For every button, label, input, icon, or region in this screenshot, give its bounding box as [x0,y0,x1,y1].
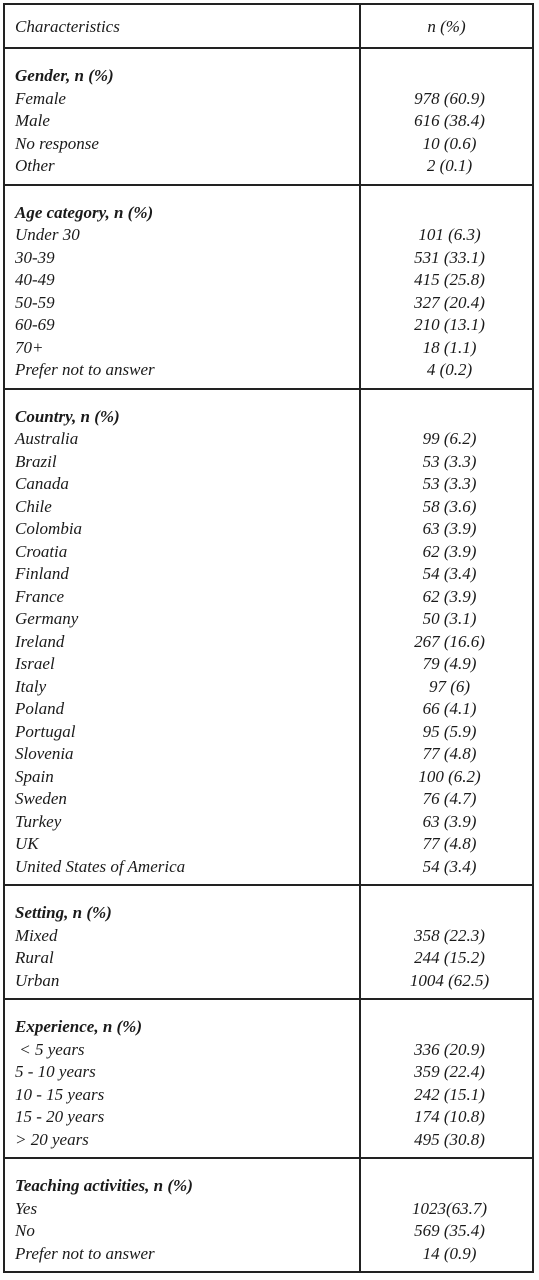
row-value: 336 (20.9) [414,1039,485,1059]
row-value: 18 (1.1) [422,337,477,357]
section-age-category [5,186,532,390]
section-values [361,886,532,998]
section-title-spacer [373,202,526,225]
row-value: 14 (0.9) [422,1243,477,1263]
section-values [361,186,532,388]
row-label: Prefer not to answer [15,360,155,379]
row-value: 99 (6.2) [422,429,477,448]
header-n-percent: n (%) [427,17,466,36]
row-label: < 5 years [15,1039,85,1059]
section-labels [5,1159,361,1271]
row-value: 415 (25.8) [414,270,485,289]
row-label: Other [15,156,55,175]
row-value: 62 (3.9) [422,541,477,561]
row-label: No [15,1221,35,1240]
row-value: 63 (3.9) [422,519,477,538]
row-label: Yes [15,1198,38,1218]
row-label: Australia [15,429,79,448]
row-label: Canada [15,474,69,493]
row-value: 495 (30.8) [414,1129,485,1149]
row-value: 77 (4.8) [422,744,477,763]
row-label: No response [15,133,99,153]
row-label: > 20 years [15,1129,89,1149]
row-label: Brazil [15,451,57,471]
row-label: 5 - 10 years [15,1062,96,1081]
section-title-spacer [373,1175,526,1198]
row-label: Sweden [15,789,67,808]
section-title: Setting, n (%) [15,903,112,922]
section-values [361,49,532,184]
section-title: Teaching activities, n (%) [15,1176,193,1195]
row-value: 4 (0.2) [426,360,473,379]
row-value: 1023(63.7) [411,1198,488,1218]
row-label: Male [15,111,50,130]
row-value: 100 (6.2) [418,766,481,786]
section-title-spacer [373,65,526,88]
row-value: 359 (22.4) [414,1062,485,1081]
row-value: 50 (3.1) [422,609,477,628]
row-value: 358 (22.3) [414,925,485,945]
row-value: 1004 (62.5) [409,970,490,990]
row-label: Spain [15,766,54,786]
row-label: Turkey [15,811,62,831]
section-setting [5,886,532,1000]
row-value: 531 (33.1) [414,247,485,267]
row-label: Urban [15,970,60,990]
section-title: Age category, n (%) [15,202,154,222]
row-value: 77 (4.8) [422,834,477,853]
section-title-spacer [373,902,526,925]
row-value: 210 (13.1) [414,315,485,334]
row-label: Croatia [15,541,68,561]
row-label: France [15,586,65,606]
row-label: Prefer not to answer [15,1243,155,1263]
row-label: Portugal [15,721,76,741]
section-values [361,1159,532,1271]
row-label: Chile [15,496,52,516]
row-value: 53 (3.3) [422,451,477,471]
section-teaching-activities [5,1159,532,1271]
row-value: 53 (3.3) [422,474,477,493]
row-label: 30-39 [15,247,55,267]
row-label: Poland [15,699,65,718]
row-label: 15 - 20 years [15,1107,105,1126]
row-label: Israel [15,654,55,673]
row-label: Ireland [15,631,65,651]
section-title: Country, n (%) [15,406,120,426]
section-labels [5,186,361,388]
row-value: 97 (6) [428,676,471,696]
row-value: 95 (5.9) [422,721,477,741]
row-label: United States of America [15,856,186,876]
section-country [5,390,532,887]
section-title: Gender, n (%) [15,66,114,85]
row-value: 2 (0.1) [426,156,473,175]
row-value: 54 (3.4) [422,564,477,583]
section-title-spacer [373,1016,526,1039]
row-label: 10 - 15 years [15,1084,105,1104]
row-label: 50-59 [15,292,55,312]
table-header-row [5,5,532,49]
row-value: 62 (3.9) [422,586,477,606]
row-value: 58 (3.6) [422,496,477,516]
row-value: 66 (4.1) [422,699,477,718]
row-value: 569 (35.4) [414,1221,485,1240]
row-label: Mixed [15,925,58,945]
section-experience [5,1000,532,1159]
row-value: 327 (20.4) [414,292,485,312]
row-value: 63 (3.9) [422,811,477,831]
row-label: Finland [15,564,69,583]
table-body [5,49,532,1271]
section-values [361,390,532,885]
row-value: 101 (6.3) [418,225,481,244]
row-label: Slovenia [15,744,74,763]
row-value: 242 (15.1) [414,1084,485,1104]
row-value: 978 (60.9) [414,88,485,108]
row-label: 60-69 [15,315,55,334]
row-value: 174 (10.8) [414,1107,485,1126]
row-value: 616 (38.4) [414,111,485,130]
row-label: UK [15,834,39,853]
row-value: 244 (15.2) [414,948,485,967]
row-label: Under 30 [15,225,80,244]
row-label: Colombia [15,519,83,538]
row-value: 267 (16.6) [414,631,485,651]
row-value: 10 (0.6) [422,133,477,153]
header-characteristics: Characteristics [5,5,361,47]
row-label: Germany [15,609,79,628]
section-values [361,1000,532,1157]
row-value: 54 (3.4) [422,856,477,876]
characteristics-table [3,3,534,1273]
section-gender [5,49,532,186]
section-labels [5,49,361,184]
section-labels [5,1000,361,1157]
row-label: 70+ [15,337,44,357]
section-title-spacer [373,406,526,429]
row-label: Female [15,88,66,108]
section-labels [5,886,361,998]
row-label: Rural [15,948,54,967]
section-title: Experience, n (%) [15,1017,143,1036]
row-value: 76 (4.7) [422,789,477,808]
row-label: Italy [15,676,47,696]
row-label: 40-49 [15,270,55,289]
row-value: 79 (4.9) [422,654,477,673]
section-labels [5,390,361,885]
